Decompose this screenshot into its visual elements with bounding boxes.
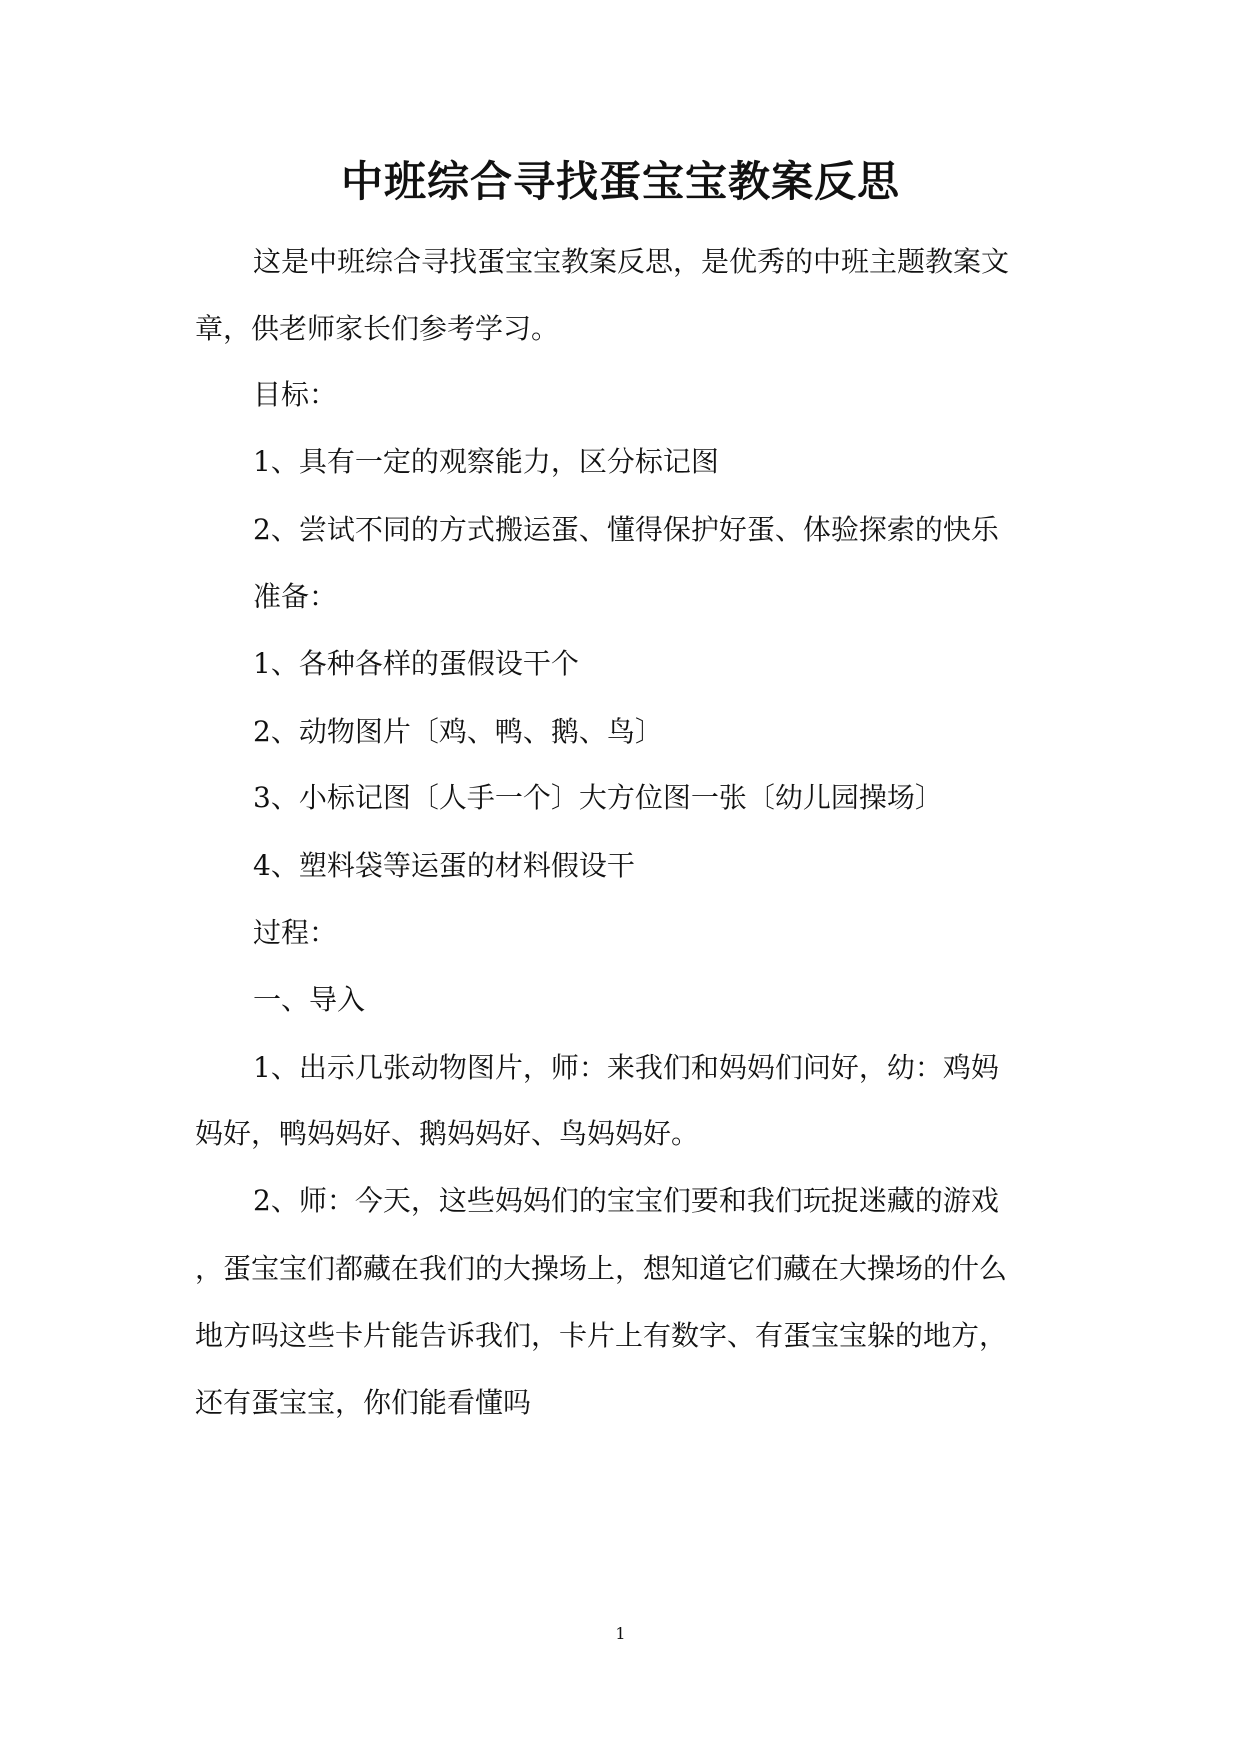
- section-heading: 准备：: [253, 580, 338, 613]
- paragraph-line: 章，供老师家长们参考学习。: [195, 312, 560, 345]
- paragraph-line: 这是中班综合寻找蛋宝宝教案反思，是优秀的中班主题教案文: [253, 245, 1010, 278]
- list-item: 4、塑料袋等运蛋的材料假设干: [253, 849, 635, 882]
- paragraph-line: 2、师：今天，这些妈妈们的宝宝们要和我们玩捉迷藏的游戏: [253, 1184, 999, 1217]
- paragraph-line: 地方吗这些卡片能告诉我们，卡片上有数字、有蛋宝宝躲的地方，: [195, 1319, 1008, 1352]
- list-item: 2、动物图片〔鸡、鸭、鹅、鸟〕: [253, 715, 663, 748]
- list-item: 3、小标记图〔人手一个〕大方位图一张〔幼儿园操场〕: [253, 781, 943, 814]
- list-item: 1、具有一定的观察能力，区分标记图: [253, 445, 719, 478]
- paragraph-line: 还有蛋宝宝，你们能看懂吗: [195, 1386, 532, 1419]
- paragraph-line: ，蛋宝宝们都藏在我们的大操场上，想知道它们藏在大操场的什么: [195, 1252, 1008, 1285]
- list-item: 1、各种各样的蛋假设干个: [253, 647, 579, 680]
- paragraph-line: 妈好，鸭妈妈好、鹅妈妈好、鸟妈妈好。: [195, 1117, 700, 1150]
- list-item: 2、尝试不同的方式搬运蛋、懂得保护好蛋、体验探索的快乐: [253, 513, 999, 546]
- page-number: 1: [615, 1624, 626, 1643]
- section-heading: 目标：: [253, 378, 338, 411]
- document-title: 中班综合寻找蛋宝宝教案反思: [340, 157, 900, 206]
- paragraph-line: 1、出示几张动物图片，师：来我们和妈妈们问好，幼：鸡妈: [253, 1051, 999, 1084]
- section-heading: 过程：: [253, 916, 338, 949]
- sub-heading: 一、导入: [253, 983, 366, 1016]
